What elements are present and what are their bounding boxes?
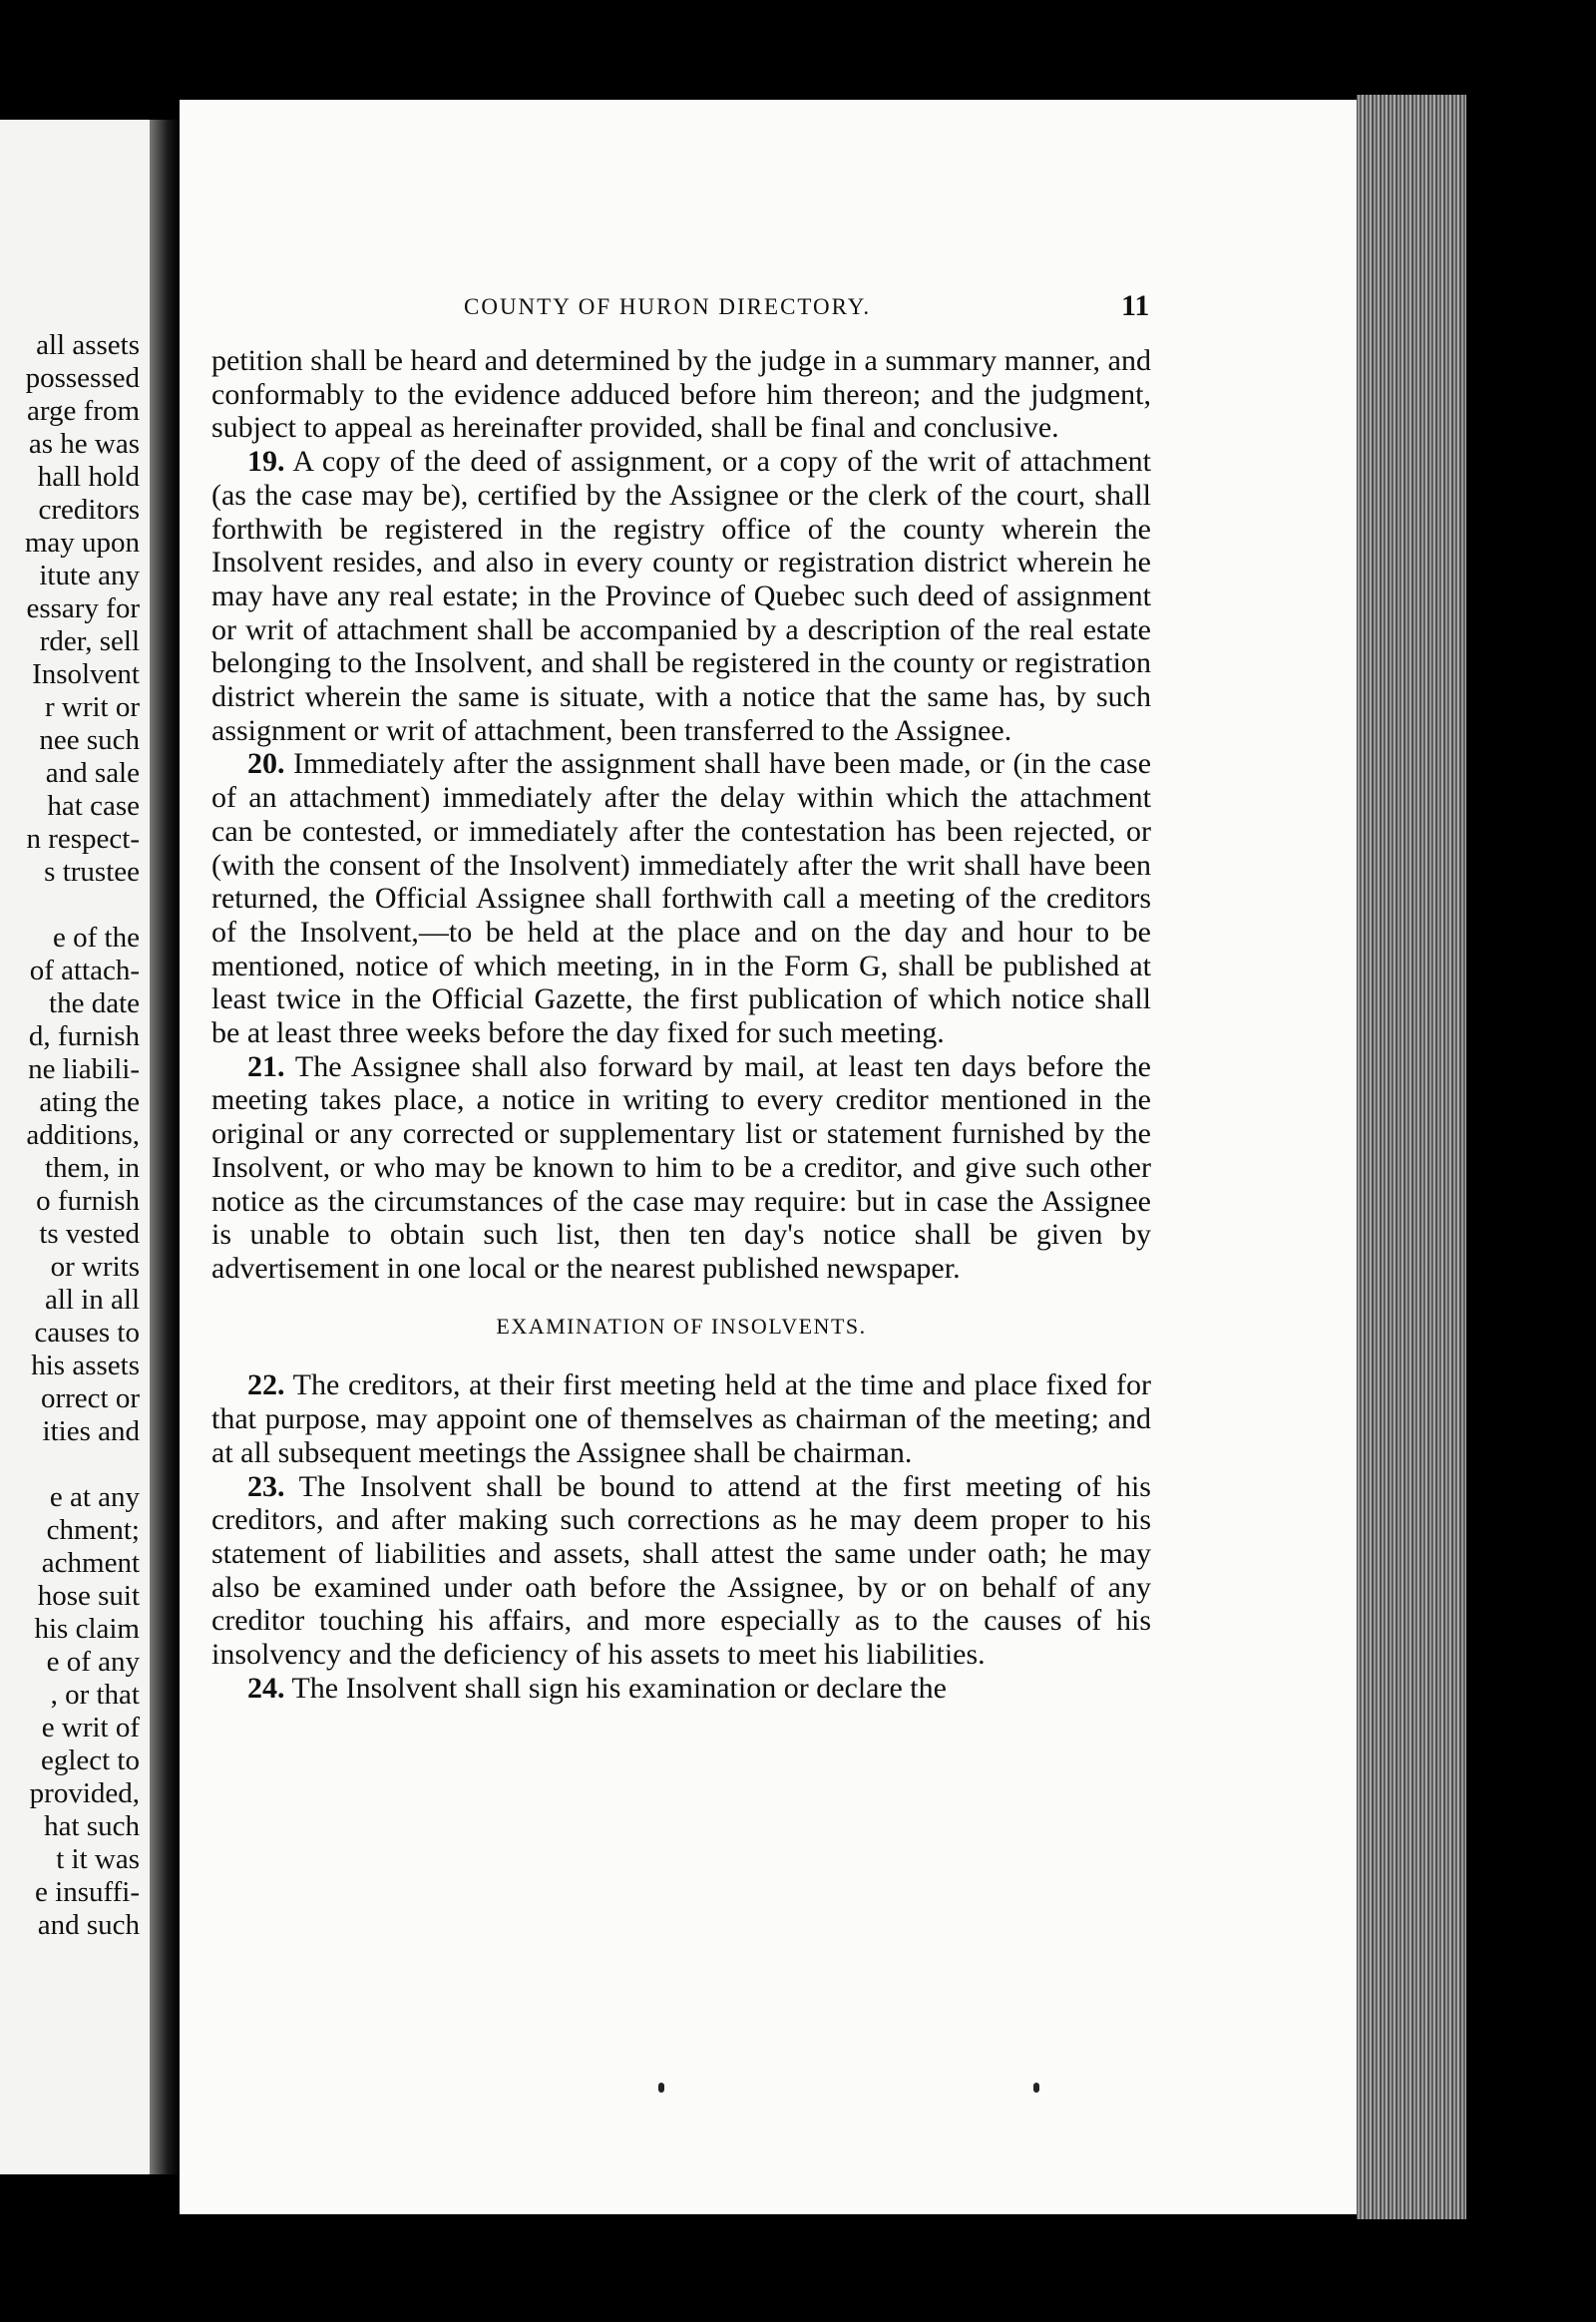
ink-speck [658,2083,664,2093]
section-text: A copy of the deed of assignment, or a copy of the writ of attachment (as the case may be), certified by the Assignee or the clerk of the court, shall forthwith be registered in the registry office of the county wherein the Insolvent resides, and also in every county or registration district wherein he may have any real estate; in the Province of Quebec such deed of assignment or writ of attachment shall be accompanied by a description of the real estate belonging to the Insolvent, and shall be registered in the county or registration district wherein the same is situate, with a notice that the same has, by such assignment or writ of attachment, been transferred to the Assignee. [211,445,1151,747]
section-number: 24. [247,1671,285,1705]
section-text: Immediately after the assignment shall have been made, or (in the case of an attachment) immediately after the delay within which the attachment can be contested, or immediately after the contestation has been rejected, or (with the consent of the Insolvent) immediately after the writ shall have been returned, the Official Assignee shall forthwith call a meeting of the creditors of the Insolvent,—to be held at the place and on the day and hour to be mentioned, notice of which meeting, in in the Form G, shall be published at least twice in the Official Gazette, the first publication of which notice shall be at least three weeks before the day fixed for such meeting. [211,747,1152,1050]
facing-page-line: nee such [39,724,140,756]
section-23 [211,1470,1151,1672]
section-heading: EXAMINATION OF INSOLVENTS. [496,1313,867,1339]
section-number: 21. [247,1049,285,1083]
facing-page-line: r writ or [44,691,140,723]
facing-page-line: hall hold [37,461,140,493]
facing-page-line: s trustee [44,856,140,888]
facing-page-line: orrect or [40,1382,140,1414]
facing-page-line: and sale [45,757,140,789]
facing-page-line: his assets [31,1350,140,1381]
facing-page-line: and such [37,1909,140,1941]
section-number: 23. [247,1469,285,1503]
facing-page-line: essary for [26,592,140,624]
book-gutter [150,120,180,2174]
facing-page-line: Insolvent [32,658,140,690]
facing-page-line: all in all [44,1284,140,1316]
facing-page-line: the date [49,987,140,1019]
section-number: 19. [247,445,285,479]
facing-page-line: e of the [53,922,140,954]
facing-page-line: rder, sell [39,625,140,657]
section-number: 22. [247,1368,285,1402]
facing-page-line: provided, [29,1777,140,1809]
facing-page-line: creditors [38,494,140,526]
facing-page-line: achment [41,1547,140,1579]
running-head: COUNTY OF HURON DIRECTORY. [464,294,872,319]
section-text: The Assignee shall also forward by mail, at least ten days before the meeting takes place, a notice in writing to every creditor mentioned in the original or any corrected or supplementary list or statement furnished by the Insolvent, or who may be known to him to be a creditor, and give such other notice as the circumstances of the case may require: but in case the Assignee is unable to obtain such list, then ten day's notice shall be given by advertisement in one local or the nearest published newspaper. [211,1049,1151,1285]
page-number: 11 [1121,289,1150,322]
section-number: 20. [247,747,285,781]
facing-page-line: ne liabili- [28,1053,140,1085]
page-edges [1357,95,1466,2219]
facing-page-line: or writs [50,1251,140,1283]
ink-speck [1033,2083,1039,2093]
facing-page-line: ts vested [39,1218,140,1250]
facing-page-line: of attach- [29,955,140,986]
facing-page-line: e writ of [41,1712,140,1743]
facing-page-line [25,889,140,922]
facing-page-line: them, in [44,1152,140,1184]
facing-page-line: e insuffi- [35,1876,140,1908]
facing-page-line: n respect- [26,823,140,855]
section-24 [211,1672,1151,1706]
section-text: The Insolvent shall sign his examination or declare the [291,1671,947,1705]
facing-page-line: eglect to [40,1744,140,1776]
facing-page-line: possessed [25,362,140,394]
facing-page-line: , or that [50,1679,140,1711]
section-20 [211,747,1151,1049]
section-text: The creditors, at their first meeting held at the time and place fixed for that purpose, may appoint one of themselves as chairman of the meeting; and at all subsequent meetings the Assignee shall be chairman. [211,1368,1151,1469]
facing-page-line: hose suit [37,1580,140,1612]
facing-page-line: causes to [34,1317,140,1349]
section-21 [211,1050,1151,1286]
facing-page-text [25,329,140,1942]
facing-page-line: as he was [28,428,140,460]
facing-page-line: all assets [36,329,140,361]
facing-page-line: arge from [27,395,140,427]
facing-page-line [25,1448,140,1481]
facing-page-line: ities and [42,1415,140,1447]
section-22 [211,1368,1151,1469]
section-19 [211,445,1151,747]
facing-page-left [0,120,150,2174]
facing-page-line: hat such [44,1810,140,1842]
page-body [211,344,1151,1705]
facing-page-line: ating the [39,1086,140,1118]
facing-page-line: may upon [24,527,140,559]
facing-page-line: o furnish [36,1185,140,1217]
facing-page-line: e of any [46,1646,140,1678]
facing-page-line: chment; [46,1514,140,1546]
facing-page-line: itute any [39,560,140,591]
paragraph-continued: petition shall be heard and determined by the judge in a summary manner, and conformably to the evidence adduced before him thereon; and the judgment, subject to appeal as hereinafter provided, shall be final and conclusive. [211,344,1151,445]
facing-page-line: hat case [47,790,140,822]
facing-page-line: t it was [56,1843,140,1875]
facing-page-line: d, furnish [28,1020,140,1052]
facing-page-line: his claim [34,1613,140,1645]
facing-page-line: additions, [26,1119,140,1151]
facing-page-line: e at any [49,1481,140,1513]
section-text: The Insolvent shall be bound to attend at the first meeting of his creditors, and after making such corrections as he may deem proper to his statement of liabilities and assets, shall attest the same under oath; he may also be examined under oath before the Assignee, by or on behalf of any creditor touching his affairs, and more especially as to the causes of his insolvency and the deficiency of his assets to meet his liabilities. [211,1469,1151,1672]
